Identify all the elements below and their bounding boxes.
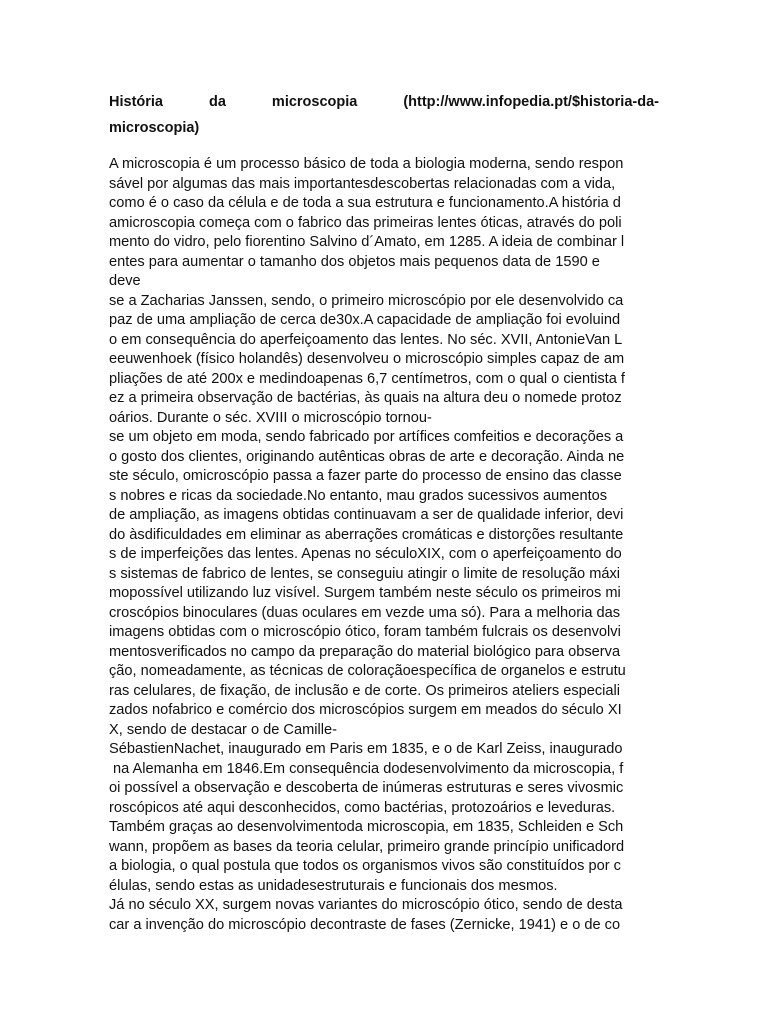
- body-line: élulas, sendo estas as unidadesestruturais e funcionais dos mesmos.: [109, 877, 558, 894]
- body-line: oi possível a observação e descoberta de inúmeras estruturas e seres vivosmic: [109, 780, 624, 796]
- heading-word: da: [209, 94, 226, 110]
- body-line: do àsdificuldades em eliminar as aberrações cromáticas e distorções resultante: [109, 526, 624, 543]
- heading-word: microscopia: [271, 94, 358, 110]
- body-line: como é o caso da célula e de toda a sua estrutura e funcionamento.A história d: [109, 195, 621, 211]
- body-line: s de imperfeições das lentes. Apenas no séculoXIX, com o aperfeiçoamento do: [109, 546, 622, 562]
- document-body: [109, 155, 669, 935]
- body-line: mento do vidro, pelo fiorentino Salvino d´Amato, em 1285. A ideia de combinar l: [109, 234, 625, 250]
- body-line: ste século, omicroscópio passa a fazer parte do processo de ensino das classe: [109, 468, 622, 484]
- heading-word: História: [109, 94, 163, 110]
- body-line: entes para aumentar o tamanho dos objetos mais pequenos data de 1590 e: [109, 253, 600, 270]
- body-line: a biologia, o qual postula que todos os organismos vivos são constituídos por c: [109, 858, 621, 874]
- body-line: ez a primeira observação de bactérias, às quais na altura deu o nomede protoz: [109, 390, 622, 406]
- body-line: imagens obtidas com o microscópio ótico, foram também fulcrais os desenvolvi: [109, 624, 621, 640]
- heading-word: (http://www.infopedia.pt/$historia-da-: [403, 94, 659, 110]
- body-line: eeuwenhoek (físico holandês) desenvolveu o microscópio simples capaz de am: [109, 351, 625, 367]
- body-line: croscópios binoculares (duas oculares em vezde uma só). Para a melhoria das: [109, 604, 621, 621]
- document-heading: [109, 94, 659, 110]
- body-line: de ampliação, as imagens obtidas continuavam a ser de qualidade inferior, devi: [109, 507, 624, 523]
- body-line: o gosto dos clientes, originando autênticas obras de arte e decoração. Ainda ne: [109, 448, 625, 465]
- body-line: ção, nomeadamente, as técnicas de coloraçãoespecífica de organelos e estrutu: [109, 663, 626, 679]
- body-line: deve: [109, 273, 141, 289]
- body-line: s sistemas de fabrico de lentes, se conseguiu atingir o limite de resolução máxi: [109, 565, 621, 582]
- body-line: se um objeto em moda, sendo fabricado por artífices comfeitios e decorações a: [109, 429, 624, 445]
- body-line: SébastienNachet, inaugurado em Paris em 1835, e o de Karl Zeiss, inaugurado: [109, 741, 623, 757]
- body-line: roscópicos até aqui desconhecidos, como bactérias, protozoários e leveduras.: [109, 799, 616, 816]
- body-line: Também graças ao desenvolvimentoda microscopia, em 1835, Schleiden e Sch: [109, 819, 624, 835]
- body-line: car a invenção do microscópio decontraste de fases (Zernicke, 1941) e o de co: [109, 916, 621, 933]
- body-line: wann, propõem as bases da teoria celular, primeiro grande princípio unificadord: [109, 838, 625, 855]
- body-line: ras celulares, de fixação, de inclusão e de corte. Os primeiros ateliers especiali: [109, 682, 621, 699]
- body-line: se a Zacharias Janssen, sendo, o primeiro microscópio por ele desenvolvido ca: [109, 292, 624, 309]
- body-line: mopossível utilizando luz visível. Surgem também neste século os primeiros mi: [109, 585, 621, 601]
- body-line: s nobres e ricas da sociedade.No entanto, mau grados sucessivos aumentos: [109, 487, 608, 504]
- body-line: zados nofabrico e comércio dos microscópios surgem em meados do século XI: [109, 702, 622, 718]
- body-line: paz de uma ampliação de cerca de30x.A capacidade de ampliação foi evoluind: [109, 312, 621, 328]
- body-line: amicroscopia começa com o fabrico das primeiras lentes óticas, através do poli: [109, 214, 622, 231]
- body-line: sável por algumas das mais importantesdescobertas relacionadas com a vida,: [109, 175, 616, 192]
- body-line: o em consequência do aperfeiçoamento das lentes. No séc. XVII, AntonieVan L: [109, 331, 623, 348]
- body-line: X, sendo de destacar o de Camille-: [109, 721, 337, 738]
- body-line: Já no século XX, surgem novas variantes do microscópio ótico, sendo de desta: [109, 897, 623, 913]
- body-line: na Alemanha em 1846.Em consequência dodesenvolvimento da microscopia, f: [109, 760, 624, 777]
- body-line: mentosverificados no campo da preparação do material biológico para observa: [109, 643, 621, 660]
- document-heading-continuation: microscopia): [109, 120, 200, 136]
- body-line: oários. Durante o séc. XVIII o microscópio tornou-: [109, 409, 432, 426]
- body-line: A microscopia é um processo básico de toda a biologia moderna, sendo respon: [109, 156, 624, 172]
- body-line: pliações de até 200x e medindoapenas 6,7 centímetros, com o qual o cientista f: [109, 370, 625, 387]
